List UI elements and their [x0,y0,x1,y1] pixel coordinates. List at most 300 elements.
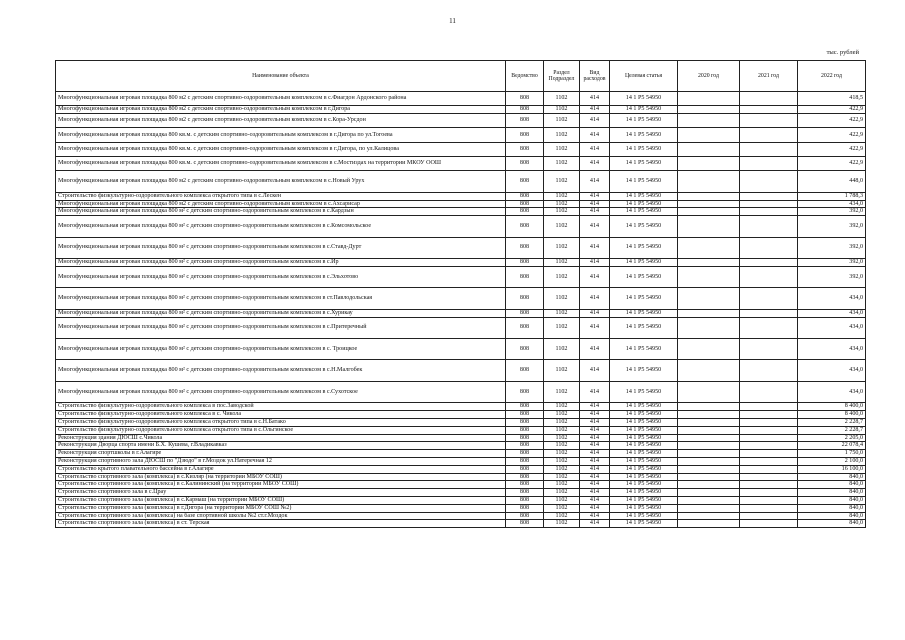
year-2020-cell [678,208,740,216]
target-article-cell: 14 1 Р5 54950 [610,106,678,114]
year-2022-cell: 1 750,0 [798,450,866,458]
expense-type-cell: 414 [580,309,610,317]
year-2021-cell [740,489,798,497]
department-cell: 808 [506,512,544,520]
year-2020-cell [678,520,740,528]
section-cell: 1102 [544,237,580,258]
year-2020-cell [678,142,740,156]
department-cell: 808 [506,216,544,237]
expense-type-cell: 414 [580,465,610,473]
section-cell: 1102 [544,200,580,208]
section-cell: 1102 [544,411,580,419]
target-article-cell: 14 1 Р5 54950 [610,504,678,512]
section-cell: 1102 [544,317,580,338]
expense-type-cell: 414 [580,192,610,200]
units-label: тыс. рублей [826,49,859,56]
year-2021-cell [740,92,798,106]
table-row [56,171,866,192]
expense-type-cell: 414 [580,259,610,267]
table-header-row [56,61,866,92]
header-department: Ведомство [506,61,544,92]
department-cell: 808 [506,497,544,505]
section-cell: 1102 [544,465,580,473]
year-2020-cell [678,106,740,114]
section-cell: 1102 [544,208,580,216]
table-row [56,465,866,473]
target-article-cell: 14 1 Р5 54950 [610,360,678,381]
department-cell: 808 [506,237,544,258]
target-article-cell: 14 1 Р5 54950 [610,473,678,481]
object-name-cell: Строительство физкультурно-оздоровительного комплекса открытого типа в с.Н.Батако [56,418,506,426]
year-2021-cell [740,457,798,465]
expense-type-cell: 414 [580,171,610,192]
year-2021-cell [740,504,798,512]
year-2020-cell [678,338,740,359]
object-name-cell: Многофункциональная игровая площадка 800 м² с детским спортивно-оздоровительным комплексом в с.Эльхотово [56,266,506,287]
year-2020-cell [678,288,740,309]
table-row [56,259,866,267]
year-2021-cell [740,338,798,359]
department-cell: 808 [506,473,544,481]
section-cell: 1102 [544,418,580,426]
department-cell: 808 [506,208,544,216]
page-number: 11 [449,17,456,25]
year-2022-cell: 418,5 [798,92,866,106]
year-2022-cell: 434,0 [798,317,866,338]
year-2021-cell [740,237,798,258]
section-cell: 1102 [544,114,580,128]
target-article-cell: 14 1 Р5 54950 [610,381,678,402]
year-2020-cell [678,442,740,450]
table-row [56,157,866,171]
department-cell: 808 [506,457,544,465]
section-cell: 1102 [544,450,580,458]
expense-type-cell: 414 [580,360,610,381]
object-name-cell: Строительство спортивного зала (комплекса) в с.Кармаш (на территории МБОУ СОШ) [56,497,506,505]
section-cell: 1102 [544,504,580,512]
header-year-2020: 2020 год [678,61,740,92]
table-row [56,411,866,419]
year-2021-cell [740,106,798,114]
year-2021-cell [740,481,798,489]
target-article-cell: 14 1 Р5 54950 [610,434,678,442]
year-2020-cell [678,114,740,128]
header-section: Раздел Подраздел [544,61,580,92]
year-2022-cell: 434,0 [798,360,866,381]
year-2021-cell [740,403,798,411]
expense-type-cell: 414 [580,489,610,497]
section-cell: 1102 [544,216,580,237]
department-cell: 808 [506,434,544,442]
target-article-cell: 14 1 Р5 54950 [610,450,678,458]
target-article-cell: 14 1 Р5 54950 [610,266,678,287]
table-row [56,237,866,258]
target-article-cell: 14 1 Р5 54950 [610,418,678,426]
section-cell: 1102 [544,497,580,505]
header-year-2021: 2021 год [740,61,798,92]
target-article-cell: 14 1 Р5 54950 [610,465,678,473]
object-name-cell: Многофункциональная игровая площадка 800 м² с детским спортивно-оздоровительным комплексом в с. Троицкое [56,338,506,359]
year-2021-cell [740,418,798,426]
year-2022-cell: 434,0 [798,200,866,208]
expense-type-cell: 414 [580,128,610,142]
year-2022-cell: 422,9 [798,128,866,142]
year-2020-cell [678,92,740,106]
target-article-cell: 14 1 Р5 54950 [610,171,678,192]
expense-type-cell: 414 [580,114,610,128]
target-article-cell: 14 1 Р5 54950 [610,216,678,237]
expense-type-cell: 414 [580,473,610,481]
year-2022-cell: 840,0 [798,497,866,505]
table-row [56,192,866,200]
table-row [56,266,866,287]
table-row [56,489,866,497]
expense-type-cell: 414 [580,216,610,237]
section-cell: 1102 [544,338,580,359]
object-name-cell: Строительство крытого плавательного бассейна в г.Алагире [56,465,506,473]
section-cell: 1102 [544,426,580,434]
year-2020-cell [678,497,740,505]
year-2022-cell: 16 100,0 [798,465,866,473]
table-row [56,216,866,237]
section-cell: 1102 [544,259,580,267]
object-name-cell: Строительство спортивного зала (комплекса) в с.Калининский (на территории МБОУ СОШ) [56,481,506,489]
object-name-cell: Реконструкция спортшколы в г.Алагире [56,450,506,458]
year-2021-cell [740,497,798,505]
expense-type-cell: 414 [580,481,610,489]
object-name-cell: Многофункциональная игровая площадка 800 м² с детским спортивно-оздоровительным комплексом в с.Ставд-Дурт [56,237,506,258]
expense-type-cell: 414 [580,381,610,402]
table-row [56,504,866,512]
department-cell: 808 [506,200,544,208]
table-row [56,309,866,317]
department-cell: 808 [506,92,544,106]
year-2021-cell [740,259,798,267]
department-cell: 808 [506,259,544,267]
section-cell: 1102 [544,403,580,411]
year-2020-cell [678,418,740,426]
year-2022-cell: 434,0 [798,381,866,402]
department-cell: 808 [506,403,544,411]
department-cell: 808 [506,481,544,489]
year-2021-cell [740,142,798,156]
year-2022-cell: 1 788,3 [798,192,866,200]
year-2020-cell [678,128,740,142]
year-2021-cell [740,512,798,520]
section-cell: 1102 [544,106,580,114]
department-cell: 808 [506,114,544,128]
table-row [56,92,866,106]
object-name-cell: Строительство спортивного зала (комплекса) в ст. Терская [56,520,506,528]
year-2020-cell [678,360,740,381]
budget-table [55,60,866,528]
department-cell: 808 [506,338,544,359]
table-row [56,450,866,458]
table-row [56,473,866,481]
object-name-cell: Строительство спортивного зала (комплекса) в с.Кизляр (на территории МБОУ СОШ) [56,473,506,481]
year-2022-cell: 8 400,0 [798,411,866,419]
target-article-cell: 14 1 Р5 54950 [610,157,678,171]
year-2022-cell: 422,9 [798,142,866,156]
object-name-cell: Строительство спортивного зала в с.Цраy [56,489,506,497]
target-article-cell: 14 1 Р5 54950 [610,512,678,520]
year-2021-cell [740,426,798,434]
year-2022-cell: 392,0 [798,266,866,287]
department-cell: 808 [506,489,544,497]
year-2020-cell [678,403,740,411]
target-article-cell: 14 1 Р5 54950 [610,192,678,200]
department-cell: 808 [506,411,544,419]
expense-type-cell: 414 [580,434,610,442]
year-2020-cell [678,481,740,489]
target-article-cell: 14 1 Р5 54950 [610,309,678,317]
target-article-cell: 14 1 Р5 54950 [610,237,678,258]
expense-type-cell: 414 [580,418,610,426]
section-cell: 1102 [544,489,580,497]
target-article-cell: 14 1 Р5 54950 [610,411,678,419]
target-article-cell: 14 1 Р5 54950 [610,442,678,450]
object-name-cell: Многофункциональная игровая площадка 800 кв.м. с детским спортивно-оздоровительным комплексом в с.Мостиздах на территории МКОУ ООШ [56,157,506,171]
department-cell: 808 [506,106,544,114]
year-2021-cell [740,128,798,142]
table-row [56,520,866,528]
target-article-cell: 14 1 Р5 54950 [610,259,678,267]
table-row [56,426,866,434]
object-name-cell: Реконструкция спортивного зала ДЮСШ по "Дзюдо" в г.Моздок ул.Натеречная 12 [56,457,506,465]
year-2020-cell [678,309,740,317]
year-2022-cell: 434,0 [798,309,866,317]
object-name-cell: Строительство физкультурно-оздоровительного комплекса в пос.Заводской [56,403,506,411]
target-article-cell: 14 1 Р5 54950 [610,497,678,505]
object-name-cell: Строительство физкультурно-оздоровительного комплекса в с. Чикола [56,411,506,419]
year-2021-cell [740,309,798,317]
table-row [56,200,866,208]
expense-type-cell: 414 [580,450,610,458]
object-name-cell: Строительство спортивного зала (комплекса) в г.Дигора (на территории МБОУ СОШ №2) [56,504,506,512]
year-2020-cell [678,192,740,200]
object-name-cell: Многофункциональная игровая площадка 800 м2 с детским спортивно-оздоровительным комплексом в с.Ахсарисар [56,200,506,208]
object-name-cell: Строительство спортивного зала (комплекса) на базе спортивной школы №2 ст.г.Моздок [56,512,506,520]
expense-type-cell: 414 [580,200,610,208]
year-2021-cell [740,114,798,128]
department-cell: 808 [506,418,544,426]
header-year-2022: 2022 год [798,61,866,92]
table-row [56,418,866,426]
table-row [56,208,866,216]
table-row [56,288,866,309]
year-2022-cell: 840,0 [798,512,866,520]
department-cell: 808 [506,317,544,338]
year-2021-cell [740,442,798,450]
table-row [56,497,866,505]
department-cell: 808 [506,465,544,473]
year-2021-cell [740,157,798,171]
department-cell: 808 [506,442,544,450]
year-2021-cell [740,411,798,419]
year-2020-cell [678,216,740,237]
target-article-cell: 14 1 Р5 54950 [610,403,678,411]
expense-type-cell: 414 [580,520,610,528]
expense-type-cell: 414 [580,512,610,520]
year-2022-cell: 2 205,0 [798,434,866,442]
expense-type-cell: 414 [580,442,610,450]
expense-type-cell: 414 [580,208,610,216]
year-2020-cell [678,450,740,458]
year-2022-cell: 2 228,7 [798,426,866,434]
year-2020-cell [678,237,740,258]
year-2021-cell [740,266,798,287]
expense-type-cell: 414 [580,403,610,411]
section-cell: 1102 [544,434,580,442]
year-2021-cell [740,465,798,473]
object-name-cell: Многофункциональная игровая площадка 800 м² с детским спортивно-оздоровительным комплексом в с.Кардзын [56,208,506,216]
target-article-cell: 14 1 Р5 54950 [610,114,678,128]
object-name-cell: Многофункциональная игровая площадка 800 м² с детским спортивно-оздоровительным комплексом в с.Н.Малгобек [56,360,506,381]
year-2022-cell: 840,0 [798,481,866,489]
department-cell: 808 [506,288,544,309]
department-cell: 808 [506,142,544,156]
section-cell: 1102 [544,157,580,171]
year-2021-cell [740,520,798,528]
department-cell: 808 [506,266,544,287]
section-cell: 1102 [544,481,580,489]
department-cell: 808 [506,504,544,512]
object-name-cell: Строительство физкультурно-оздоровительного комплекса открытого типа в с.Лескен [56,192,506,200]
department-cell: 808 [506,450,544,458]
year-2020-cell [678,200,740,208]
year-2022-cell: 434,0 [798,288,866,309]
year-2020-cell [678,171,740,192]
expense-type-cell: 414 [580,497,610,505]
year-2021-cell [740,360,798,381]
year-2022-cell: 840,0 [798,473,866,481]
object-name-cell: Многофункциональная игровая площадка 800 м² с детским спортивно-оздоровительным комплексом в ст.Павлодольская [56,288,506,309]
table-row [56,403,866,411]
section-cell: 1102 [544,192,580,200]
object-name-cell: Многофункциональная игровая площадка 800 м² с детским спортивно-оздоровительным комплексом в с.Хурикау [56,309,506,317]
year-2022-cell: 840,0 [798,520,866,528]
year-2021-cell [740,381,798,402]
year-2022-cell: 392,0 [798,216,866,237]
expense-type-cell: 414 [580,288,610,309]
section-cell: 1102 [544,473,580,481]
section-cell: 1102 [544,288,580,309]
section-cell: 1102 [544,309,580,317]
expense-type-cell: 414 [580,237,610,258]
object-name-cell: Многофункциональная игровая площадка 800 кв.м. с детским спортивно-оздоровительным комплексом в г.Дигора, по ул.Калицова [56,142,506,156]
table-row [56,457,866,465]
target-article-cell: 14 1 Р5 54950 [610,208,678,216]
year-2020-cell [678,157,740,171]
table-row [56,128,866,142]
target-article-cell: 14 1 Р5 54950 [610,317,678,338]
year-2022-cell: 392,0 [798,259,866,267]
expense-type-cell: 414 [580,157,610,171]
department-cell: 808 [506,381,544,402]
object-name-cell: Строительство физкультурно-оздоровительного комплекса открытого типа в с.Ольгинское [56,426,506,434]
year-2022-cell: 22 078,4 [798,442,866,450]
expense-type-cell: 414 [580,504,610,512]
year-2022-cell: 2 228,7 [798,418,866,426]
table-row [56,481,866,489]
expense-type-cell: 414 [580,457,610,465]
header-target-article: Целевая статья [610,61,678,92]
section-cell: 1102 [544,171,580,192]
section-cell: 1102 [544,520,580,528]
year-2020-cell [678,266,740,287]
year-2021-cell [740,200,798,208]
year-2022-cell: 422,9 [798,157,866,171]
year-2022-cell: 2 100,0 [798,457,866,465]
department-cell: 808 [506,171,544,192]
target-article-cell: 14 1 Р5 54950 [610,288,678,309]
object-name-cell: Многофункциональная игровая площадка 800 м2 с детским спортивно-оздоровительным комплексом в г.Дигора [56,106,506,114]
header-expense-type: Вид расходов [580,61,610,92]
table-row [56,360,866,381]
expense-type-cell: 414 [580,142,610,156]
year-2020-cell [678,411,740,419]
table-body [56,92,866,528]
table-row [56,338,866,359]
section-cell: 1102 [544,266,580,287]
object-name-cell: Реконструкция Дворца спорта имени Б.Х. Кушева, г.Владикавказ [56,442,506,450]
target-article-cell: 14 1 Р5 54950 [610,142,678,156]
target-article-cell: 14 1 Р5 54950 [610,520,678,528]
department-cell: 808 [506,192,544,200]
section-cell: 1102 [544,381,580,402]
expense-type-cell: 414 [580,411,610,419]
year-2020-cell [678,381,740,402]
year-2021-cell [740,216,798,237]
target-article-cell: 14 1 Р5 54950 [610,426,678,434]
section-cell: 1102 [544,360,580,381]
expense-type-cell: 414 [580,426,610,434]
expense-type-cell: 414 [580,338,610,359]
year-2022-cell: 434,0 [798,338,866,359]
year-2020-cell [678,465,740,473]
object-name-cell: Многофункциональная игровая площадка 800 м2 с детским спортивно-оздоровительным комплексом в с.Новый Урух [56,171,506,192]
year-2020-cell [678,259,740,267]
department-cell: 808 [506,426,544,434]
year-2020-cell [678,512,740,520]
department-cell: 808 [506,520,544,528]
year-2022-cell: 840,0 [798,504,866,512]
target-article-cell: 14 1 Р5 54950 [610,200,678,208]
section-cell: 1102 [544,442,580,450]
header-object-name: Наименование объекта [56,61,506,92]
section-cell: 1102 [544,142,580,156]
table-row [56,114,866,128]
target-article-cell: 14 1 Р5 54950 [610,489,678,497]
target-article-cell: 14 1 Р5 54950 [610,338,678,359]
year-2022-cell: 8 400,0 [798,403,866,411]
object-name-cell: Многофункциональная игровая площадка 800 м² с детским спортивно-оздоровительным комплексом в с.Сухотское [56,381,506,402]
section-cell: 1102 [544,457,580,465]
table-row [56,442,866,450]
year-2022-cell: 448,0 [798,171,866,192]
year-2020-cell [678,434,740,442]
year-2022-cell: 392,0 [798,208,866,216]
department-cell: 808 [506,309,544,317]
year-2020-cell [678,317,740,338]
department-cell: 808 [506,360,544,381]
object-name-cell: Многофункциональная игровая площадка 800 кв.м. с детским спортивно-оздоровительным комплексом в г.Дигора по ул.Тогоева [56,128,506,142]
section-cell: 1102 [544,92,580,106]
year-2020-cell [678,489,740,497]
expense-type-cell: 414 [580,92,610,106]
year-2022-cell: 422,9 [798,114,866,128]
section-cell: 1102 [544,128,580,142]
